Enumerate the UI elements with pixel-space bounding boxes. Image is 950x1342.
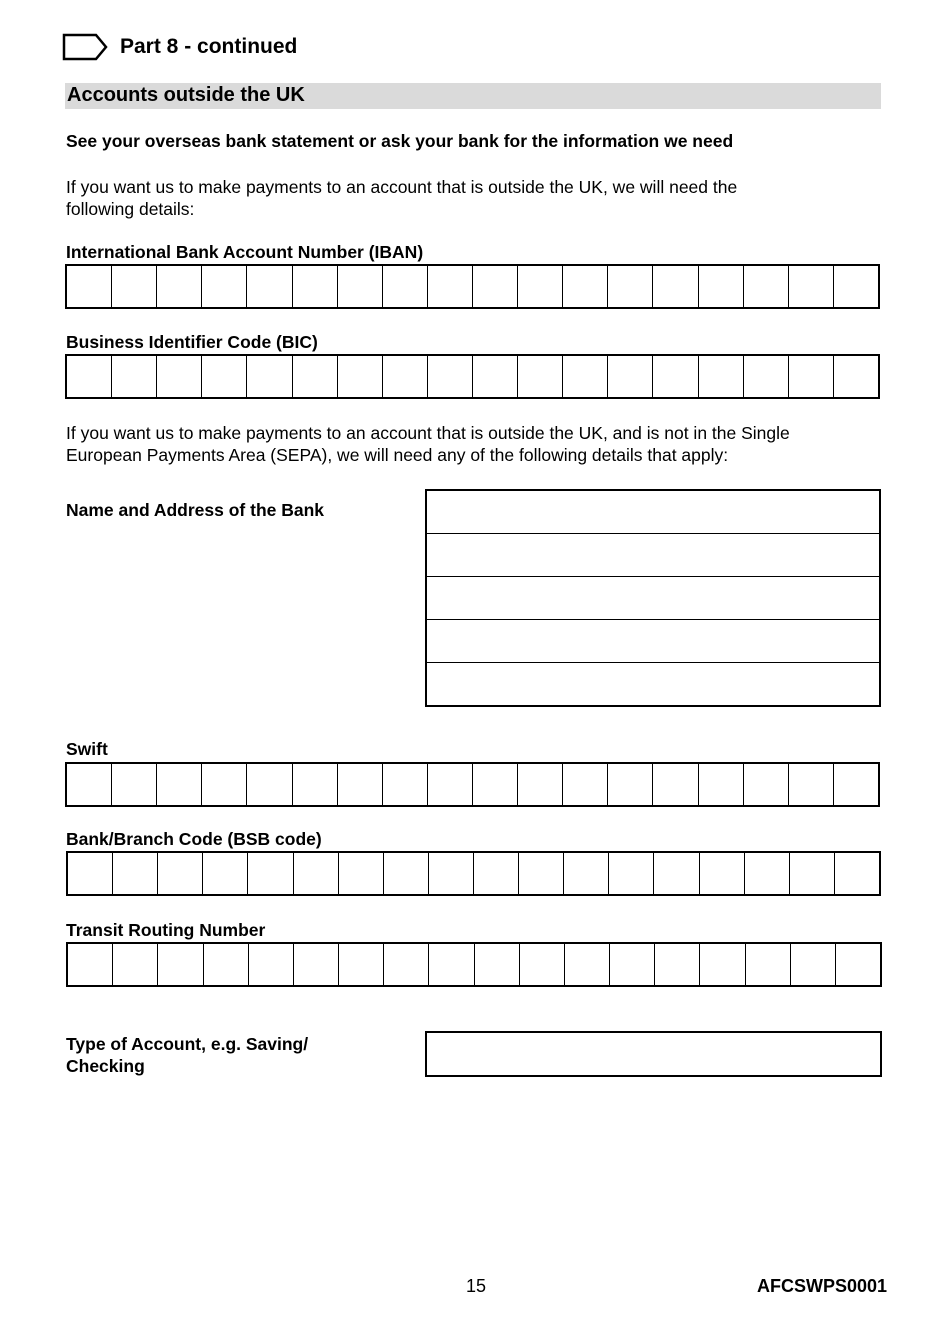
transit-char-box[interactable]: [746, 944, 791, 985]
bic-char-box[interactable]: [473, 356, 518, 397]
transit-char-box[interactable]: [791, 944, 836, 985]
bic-char-box[interactable]: [518, 356, 563, 397]
swift-char-box[interactable]: [112, 764, 157, 805]
bic-label: Business Identifier Code (BIC): [66, 332, 318, 352]
iban-label: International Bank Account Number (IBAN): [66, 242, 424, 262]
swift-char-box[interactable]: [608, 764, 653, 805]
intro-paragraph-1: [66, 176, 737, 220]
iban-char-box[interactable]: [383, 266, 428, 307]
sepa-paragraph-line-2: European Payments Area (SEPA), we will need any of the following details that apply:: [66, 445, 729, 465]
bsb-char-box[interactable]: [609, 853, 654, 894]
transit-char-box[interactable]: [700, 944, 745, 985]
swift-char-box[interactable]: [383, 764, 428, 805]
bsb-char-box[interactable]: [835, 853, 879, 894]
bic-char-box[interactable]: [202, 356, 247, 397]
bsb-char-box[interactable]: [339, 853, 384, 894]
iban-char-box[interactable]: [608, 266, 653, 307]
swift-char-box[interactable]: [473, 764, 518, 805]
bic-char-box[interactable]: [247, 356, 292, 397]
swift-char-box[interactable]: [563, 764, 608, 805]
account-type-label-line-1: Type of Account, e.g. Saving/: [66, 1034, 309, 1054]
part-arrow-icon: [62, 32, 108, 62]
swift-char-box[interactable]: [518, 764, 563, 805]
account-type-input[interactable]: [425, 1031, 882, 1077]
iban-char-box[interactable]: [789, 266, 834, 307]
bsb-char-box[interactable]: [203, 853, 248, 894]
bsb-char-box[interactable]: [654, 853, 699, 894]
bsb-char-box[interactable]: [248, 853, 293, 894]
transit-char-box[interactable]: [204, 944, 249, 985]
sepa-paragraph-line-1: If you want us to make payments to an account that is outside the UK, and is not in the Single: [66, 423, 790, 443]
swift-char-box[interactable]: [338, 764, 383, 805]
bic-char-box[interactable]: [834, 356, 878, 397]
bic-char-box[interactable]: [789, 356, 834, 397]
form-code: AFCSWPS0001: [757, 1276, 888, 1296]
intro-paragraph-1-line-1: If you want us to make payments to an account that is outside the UK, we will need the: [66, 177, 738, 197]
bic-char-box[interactable]: [338, 356, 383, 397]
iban-char-box[interactable]: [563, 266, 608, 307]
bsb-char-box[interactable]: [790, 853, 835, 894]
iban-char-box[interactable]: [157, 266, 202, 307]
transit-char-box[interactable]: [68, 944, 113, 985]
bsb-char-box[interactable]: [429, 853, 474, 894]
iban-char-box[interactable]: [293, 266, 338, 307]
transit-char-box[interactable]: [475, 944, 520, 985]
swift-char-box[interactable]: [293, 764, 338, 805]
account-type-label: [66, 1033, 308, 1077]
bank-name-address-label: Name and Address of the Bank: [66, 500, 325, 520]
bsb-code-label: Bank/Branch Code (BSB code): [66, 829, 322, 849]
transit-char-box[interactable]: [565, 944, 610, 985]
bsb-char-box[interactable]: [113, 853, 158, 894]
iban-char-box[interactable]: [247, 266, 292, 307]
bic-char-box[interactable]: [112, 356, 157, 397]
section-title: Accounts outside the UK: [67, 84, 305, 106]
swift-char-box[interactable]: [789, 764, 834, 805]
bsb-char-box[interactable]: [158, 853, 203, 894]
swift-char-box[interactable]: [653, 764, 698, 805]
bank-name-address-field[interactable]: [425, 489, 881, 707]
part-title: Part 8 - continued: [120, 35, 298, 58]
transit-char-box[interactable]: [429, 944, 474, 985]
bic-char-box[interactable]: [293, 356, 338, 397]
account-type-label-line-2: Checking: [66, 1056, 145, 1076]
bank-address-line[interactable]: [427, 577, 879, 620]
iban-char-box[interactable]: [202, 266, 247, 307]
iban-char-box[interactable]: [699, 266, 744, 307]
swift-char-box[interactable]: [157, 764, 202, 805]
swift-char-box[interactable]: [67, 764, 112, 805]
bic-char-box[interactable]: [157, 356, 202, 397]
transit-char-box[interactable]: [294, 944, 339, 985]
transit-char-box[interactable]: [158, 944, 203, 985]
transit-char-box[interactable]: [610, 944, 655, 985]
transit-char-box[interactable]: [384, 944, 429, 985]
iban-char-box[interactable]: [744, 266, 789, 307]
bsb-char-box[interactable]: [700, 853, 745, 894]
bank-address-line[interactable]: [427, 663, 879, 705]
transit-char-box[interactable]: [249, 944, 294, 985]
bsb-char-box[interactable]: [745, 853, 790, 894]
bic-char-box[interactable]: [699, 356, 744, 397]
transit-char-box[interactable]: [113, 944, 158, 985]
intro-instruction: See your overseas bank statement or ask your bank for the information we need: [66, 131, 734, 151]
iban-char-box[interactable]: [112, 266, 157, 307]
bic-char-box[interactable]: [428, 356, 473, 397]
iban-char-box[interactable]: [653, 266, 698, 307]
bic-char-box[interactable]: [563, 356, 608, 397]
iban-char-box[interactable]: [518, 266, 563, 307]
transit-routing-input-boxes[interactable]: [66, 942, 882, 987]
transit-char-box[interactable]: [520, 944, 565, 985]
bic-char-box[interactable]: [653, 356, 698, 397]
iban-char-box[interactable]: [67, 266, 112, 307]
bsb-char-box[interactable]: [519, 853, 564, 894]
bsb-char-box[interactable]: [564, 853, 609, 894]
transit-char-box[interactable]: [339, 944, 384, 985]
bsb-char-box[interactable]: [68, 853, 113, 894]
intro-paragraph-1-line-2: following details:: [66, 199, 195, 219]
swift-char-box[interactable]: [202, 764, 247, 805]
swift-char-box[interactable]: [834, 764, 878, 805]
bsb-char-box[interactable]: [294, 853, 339, 894]
bic-char-box[interactable]: [383, 356, 428, 397]
bic-char-box[interactable]: [67, 356, 112, 397]
transit-char-box[interactable]: [836, 944, 880, 985]
iban-char-box[interactable]: [473, 266, 518, 307]
swift-char-box[interactable]: [744, 764, 789, 805]
bic-char-box[interactable]: [744, 356, 789, 397]
swift-input-boxes[interactable]: [65, 762, 880, 807]
iban-char-box[interactable]: [834, 266, 878, 307]
bic-input-boxes[interactable]: [65, 354, 880, 399]
swift-char-box[interactable]: [428, 764, 473, 805]
bank-address-line[interactable]: [427, 534, 879, 577]
iban-char-box[interactable]: [338, 266, 383, 307]
page-number: 15: [466, 1276, 487, 1296]
bsb-char-box[interactable]: [384, 853, 429, 894]
iban-input-boxes[interactable]: [65, 264, 880, 309]
bsb-char-box[interactable]: [474, 853, 519, 894]
transit-char-box[interactable]: [655, 944, 700, 985]
swift-label: Swift: [66, 739, 108, 759]
bsb-code-input-boxes[interactable]: [66, 851, 881, 896]
bank-address-line[interactable]: [427, 620, 879, 663]
swift-char-box[interactable]: [247, 764, 292, 805]
transit-routing-label: Transit Routing Number: [66, 920, 266, 940]
sepa-paragraph: [66, 422, 790, 466]
bank-address-line[interactable]: [427, 491, 879, 534]
bic-char-box[interactable]: [608, 356, 653, 397]
swift-char-box[interactable]: [699, 764, 744, 805]
iban-char-box[interactable]: [428, 266, 473, 307]
